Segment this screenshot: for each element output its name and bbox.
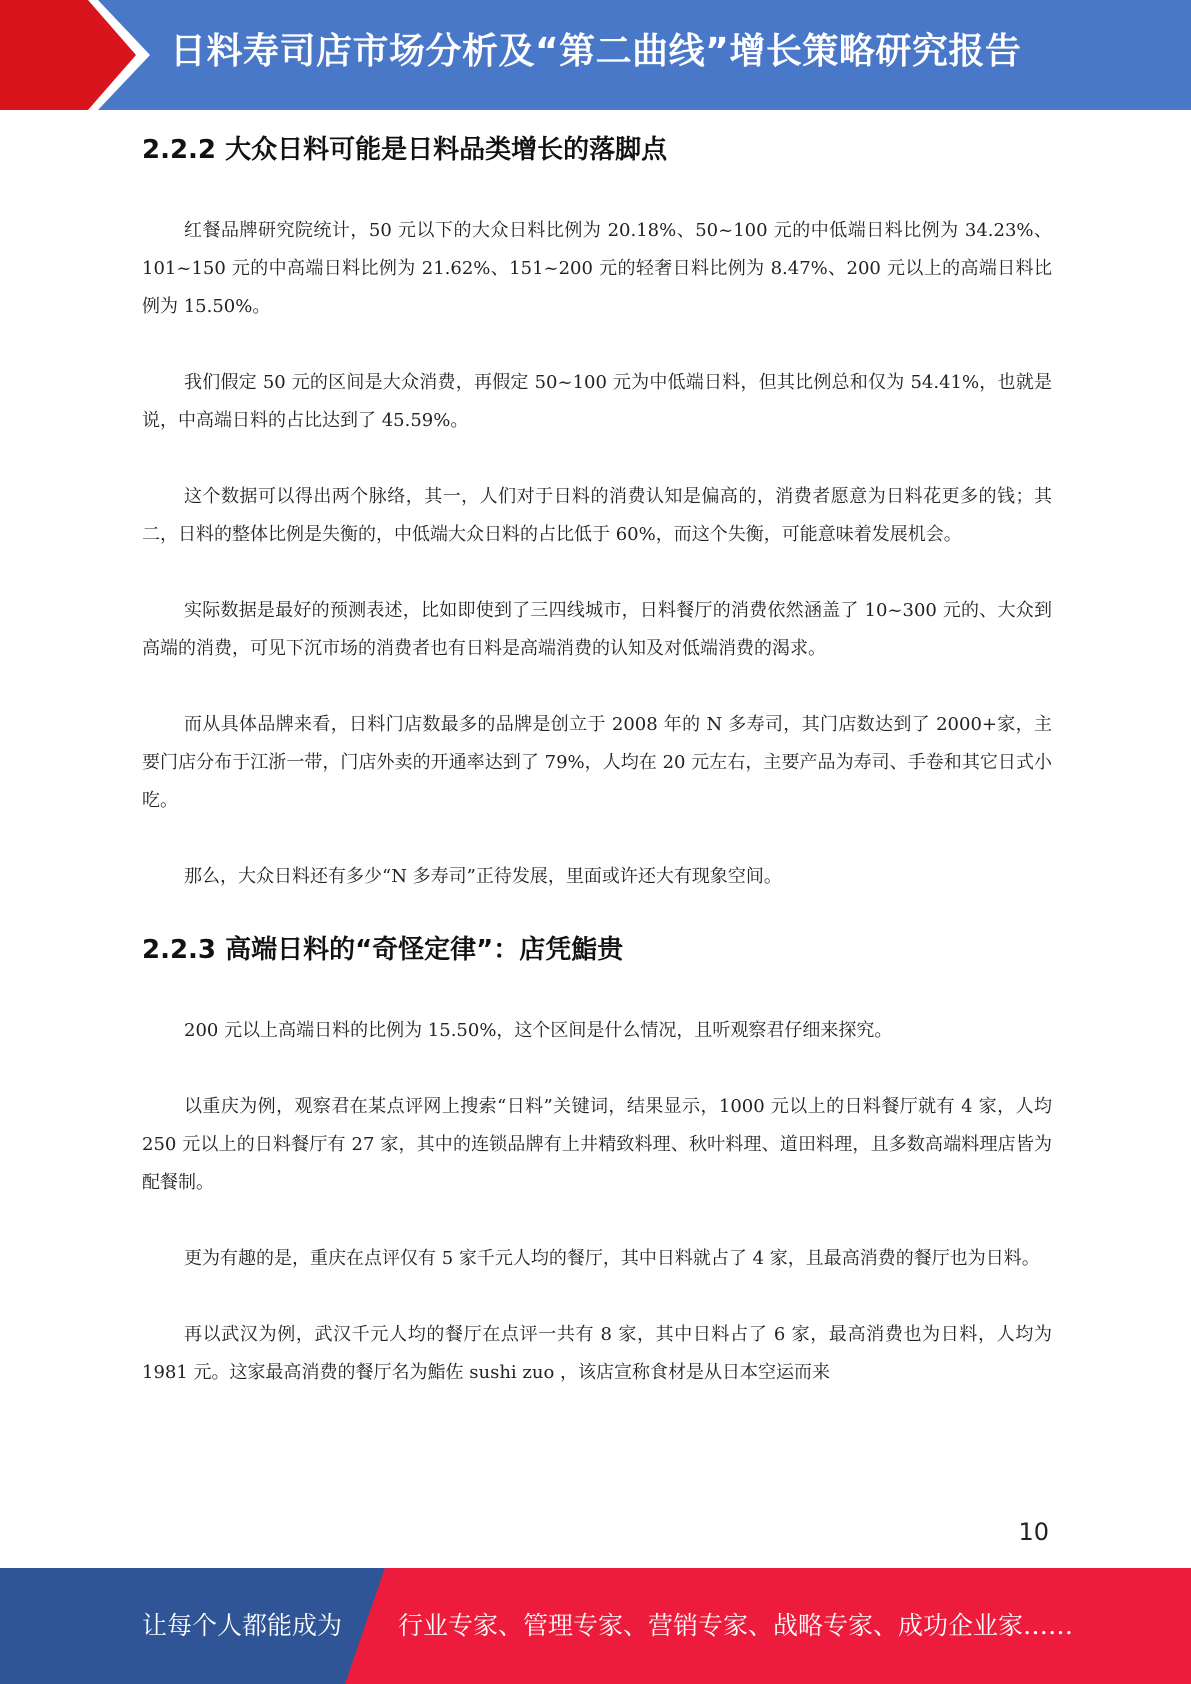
- footer-slogan-left: 让每个人都能成为: [142, 1611, 343, 1640]
- section-heading-2-2-3: 2.2.3 高端日料的“奇怪定律”：店凭鮨贵: [142, 935, 624, 965]
- footer-banner: [0, 1568, 1191, 1684]
- paragraph: 这个数据可以得出两个脉络，其一，人们对于日料的消费认知是偏高的，消费者愿意为日料花更多的钱；其二，日料的整体比例是失衡的，中低端大众日料的占比低于 60%，而这个失衡，可能意味着发展机会。: [142, 486, 1052, 545]
- paragraph: 实际数据是最好的预测表述，比如即使到了三四线城市，日料餐厅的消费依然涵盖了 10~300 元的、大众到高端的消费，可见下沉市场的消费者也有日料是高端消费的认知及对低端消费的渴求。: [142, 600, 1052, 659]
- page-content: [142, 118, 1052, 1392]
- paragraph: 200 元以上高端日料的比例为 15.50%，这个区间是什么情况，且听观察君仔细来探究。: [184, 1020, 893, 1041]
- footer-slogan-right: 行业专家、管理专家、营销专家、战略专家、成功企业家……: [398, 1611, 1074, 1640]
- document-title: 日料寿司店市场分析及“第二曲线”增长策略研究报告: [170, 31, 1022, 72]
- page-number: 10: [1018, 1518, 1049, 1546]
- paragraph: 红餐品牌研究院统计，50 元以下的大众日料比例为 20.18%、50~100 元的中低端日料比例为 34.23%、101~150 元的中高端日料比例为 21.62%、151~200 元的轻奢日料比例为 8.47%、200 元以上的高端日料比例为 15.50%。: [142, 220, 1052, 317]
- paragraph: 更为有趣的是，重庆在点评仅有 5 家千元人均的餐厅，其中日料就占了 4 家，且最高消费的餐厅也为日料。: [184, 1248, 1040, 1269]
- paragraph: 而从具体品牌来看，日料门店数最多的品牌是创立于 2008 年的 N 多寿司，其门店数达到了 2000+家，主要门店分布于江浙一带，门店外卖的开通率达到了 79%，人均在 20 元左右，主要产品为寿司、手卷和其它日式小吃。: [142, 714, 1052, 811]
- paragraph: 以重庆为例，观察君在某点评网上搜索“日料”关键词，结果显示，1000 元以上的日料餐厅就有 4 家，人均 250 元以上的日料餐厅有 27 家，其中的连锁品牌有上井精致料理、秋叶料理、道田料理，且多数高端料理店皆为配餐制。: [142, 1096, 1052, 1193]
- header-banner: [0, 0, 1191, 110]
- section-heading-2-2-2: 2.2.2 大众日料可能是日料品类增长的落脚点: [142, 135, 668, 165]
- paragraph: 我们假定 50 元的区间是大众消费，再假定 50~100 元为中低端日料，但其比例总和仅为 54.41%，也就是说，中高端日料的占比达到了 45.59%。: [142, 372, 1052, 431]
- paragraph: 再以武汉为例，武汉千元人均的餐厅在点评一共有 8 家，其中日料占了 6 家，最高消费也为日料，人均为 1981 元。这家最高消费的餐厅名为鮨佐 sushi zuo ，该店宣称食材是从日本空运而来: [142, 1324, 1052, 1383]
- paragraph: 那么，大众日料还有多少“N 多寿司”正待发展，里面或许还大有现象空间。: [184, 866, 782, 887]
